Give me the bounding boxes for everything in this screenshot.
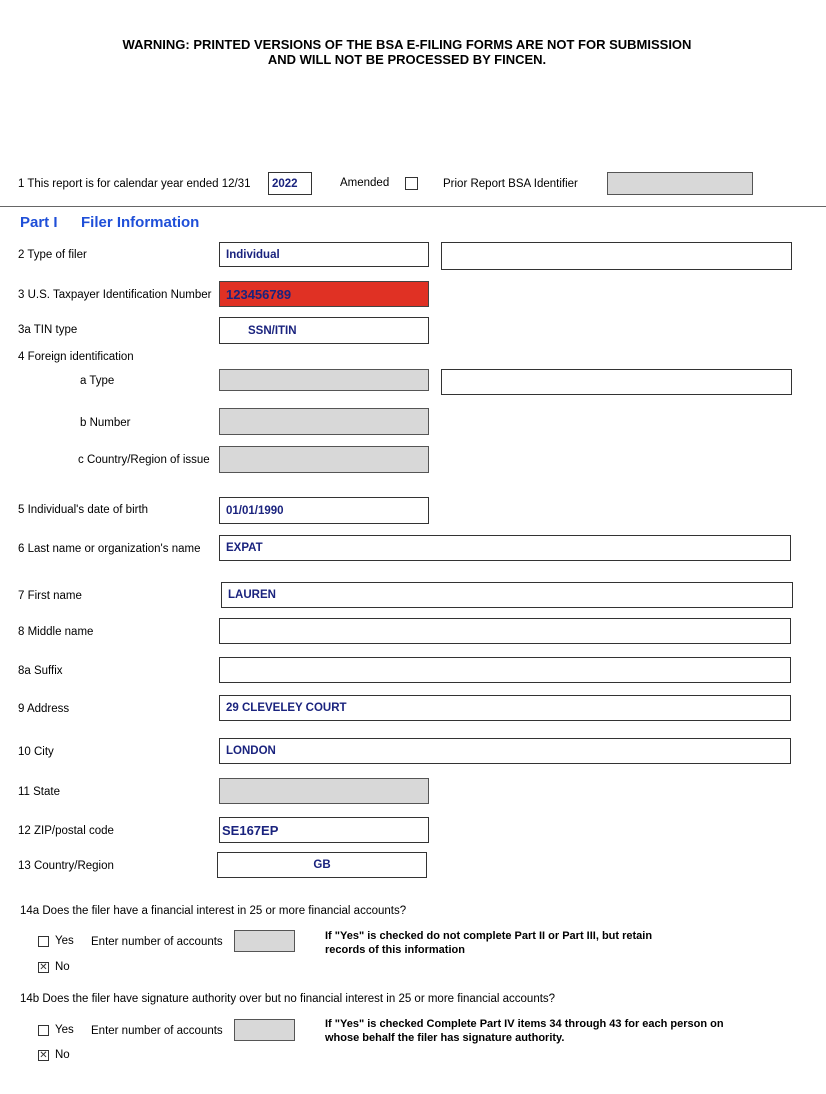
tin-label: 3 U.S. Taxpayer Identification Number — [18, 289, 212, 301]
q14a-note — [325, 929, 652, 957]
tin-type-select[interactable]: SSN/ITIN — [219, 317, 429, 344]
address-label: 9 Address — [18, 703, 70, 715]
tin-type-label: 3a TIN type — [18, 324, 78, 336]
suffix-input[interactable] — [219, 657, 791, 683]
q14a-count-label: Enter number of accounts — [91, 936, 223, 948]
prior-report-input[interactable] — [607, 172, 753, 195]
state-label: 11 State — [18, 786, 60, 798]
part-title: Filer Information — [81, 214, 200, 231]
q14b-yes-label: Yes — [55, 1024, 74, 1036]
q14b-question: 14b Does the filer have signature authority over but no financial interest in 25 or more financial accounts? — [20, 993, 556, 1005]
state-select[interactable] — [219, 778, 429, 804]
q14a-no-checkbox[interactable]: ✕ — [39, 962, 48, 973]
middle-name-input[interactable] — [219, 618, 791, 644]
foreign-id-type-select[interactable] — [219, 369, 429, 391]
first-name-label: 7 First name — [18, 590, 82, 602]
q14b-yes-checkbox[interactable] — [38, 1025, 49, 1036]
type-of-filer-select[interactable]: Individual — [219, 242, 429, 267]
warning-line-1: WARNING: PRINTED VERSIONS OF THE BSA E-FILING FORMS ARE NOT FOR SUBMISSION — [122, 37, 692, 52]
dob-input[interactable]: 01/01/1990 — [219, 497, 429, 524]
foreign-id-number-label: b Number — [80, 417, 131, 429]
q14b-count-label: Enter number of accounts — [91, 1025, 223, 1037]
foreign-id-country-label: c Country/Region of issue — [78, 454, 210, 466]
foreign-id-number-input[interactable] — [219, 408, 429, 435]
section-divider — [0, 206, 826, 207]
q14a-count-input[interactable] — [234, 930, 295, 952]
first-name-input[interactable]: LAUREN — [221, 582, 793, 608]
city-input[interactable]: LONDON — [219, 738, 791, 764]
dob-label: 5 Individual's date of birth — [18, 504, 149, 516]
amended-checkbox[interactable] — [405, 177, 418, 190]
q14a-note-line-1: If "Yes" is checked do not complete Part II or Part III, but retain — [325, 930, 653, 942]
last-name-input[interactable]: EXPAT — [219, 535, 791, 561]
last-name-label: 6 Last name or organization's name — [18, 543, 201, 555]
q14a-question: 14a Does the filer have a financial interest in 25 or more financial accounts? — [20, 905, 407, 917]
country-label: 13 Country/Region — [18, 860, 114, 872]
country-select[interactable]: GB — [217, 852, 427, 878]
zip-label: 12 ZIP/postal code — [18, 825, 114, 837]
q14a-yes-checkbox[interactable] — [38, 936, 49, 947]
zip-input[interactable]: SE167EP — [219, 817, 429, 843]
foreign-id-label: 4 Foreign identification — [18, 351, 134, 363]
part-number: Part I — [20, 214, 58, 231]
type-of-filer-other-input[interactable] — [441, 242, 792, 270]
amended-label: Amended — [340, 177, 390, 189]
q14b-note — [325, 1017, 724, 1045]
q14a-no-label: No — [55, 961, 70, 973]
q14a-yes-label: Yes — [55, 935, 74, 947]
q14a-note-line-2: records of this information — [325, 944, 465, 956]
type-of-filer-label: 2 Type of filer — [18, 249, 87, 261]
foreign-id-country-select[interactable] — [219, 446, 429, 473]
middle-name-label: 8 Middle name — [18, 626, 94, 638]
q14b-no-label: No — [55, 1049, 70, 1061]
tin-input[interactable]: 123456789 — [219, 281, 429, 307]
suffix-label: 8a Suffix — [18, 665, 63, 677]
prior-report-label: Prior Report BSA Identifier — [443, 178, 578, 190]
q14b-no-checkbox[interactable]: ✕ — [39, 1050, 48, 1061]
calendar-year-label: 1 This report is for calendar year ended 12/31 — [18, 178, 251, 190]
foreign-id-type-label: a Type — [80, 375, 115, 387]
address-input[interactable]: 29 CLEVELEY COURT — [219, 695, 791, 721]
city-label: 10 City — [18, 746, 54, 758]
q14b-count-input[interactable] — [234, 1019, 295, 1041]
calendar-year-input[interactable]: 2022 — [268, 172, 312, 195]
warning-line-2: AND WILL NOT BE PROCESSED BY FINCEN. — [267, 52, 547, 67]
q14b-note-line-2: whose behalf the filer has signature authority. — [325, 1032, 565, 1044]
foreign-id-type-other-input[interactable] — [441, 369, 792, 395]
warning-banner — [0, 37, 814, 67]
q14b-note-line-1: If "Yes" is checked Complete Part IV items 34 through 43 for each person on — [325, 1018, 724, 1030]
